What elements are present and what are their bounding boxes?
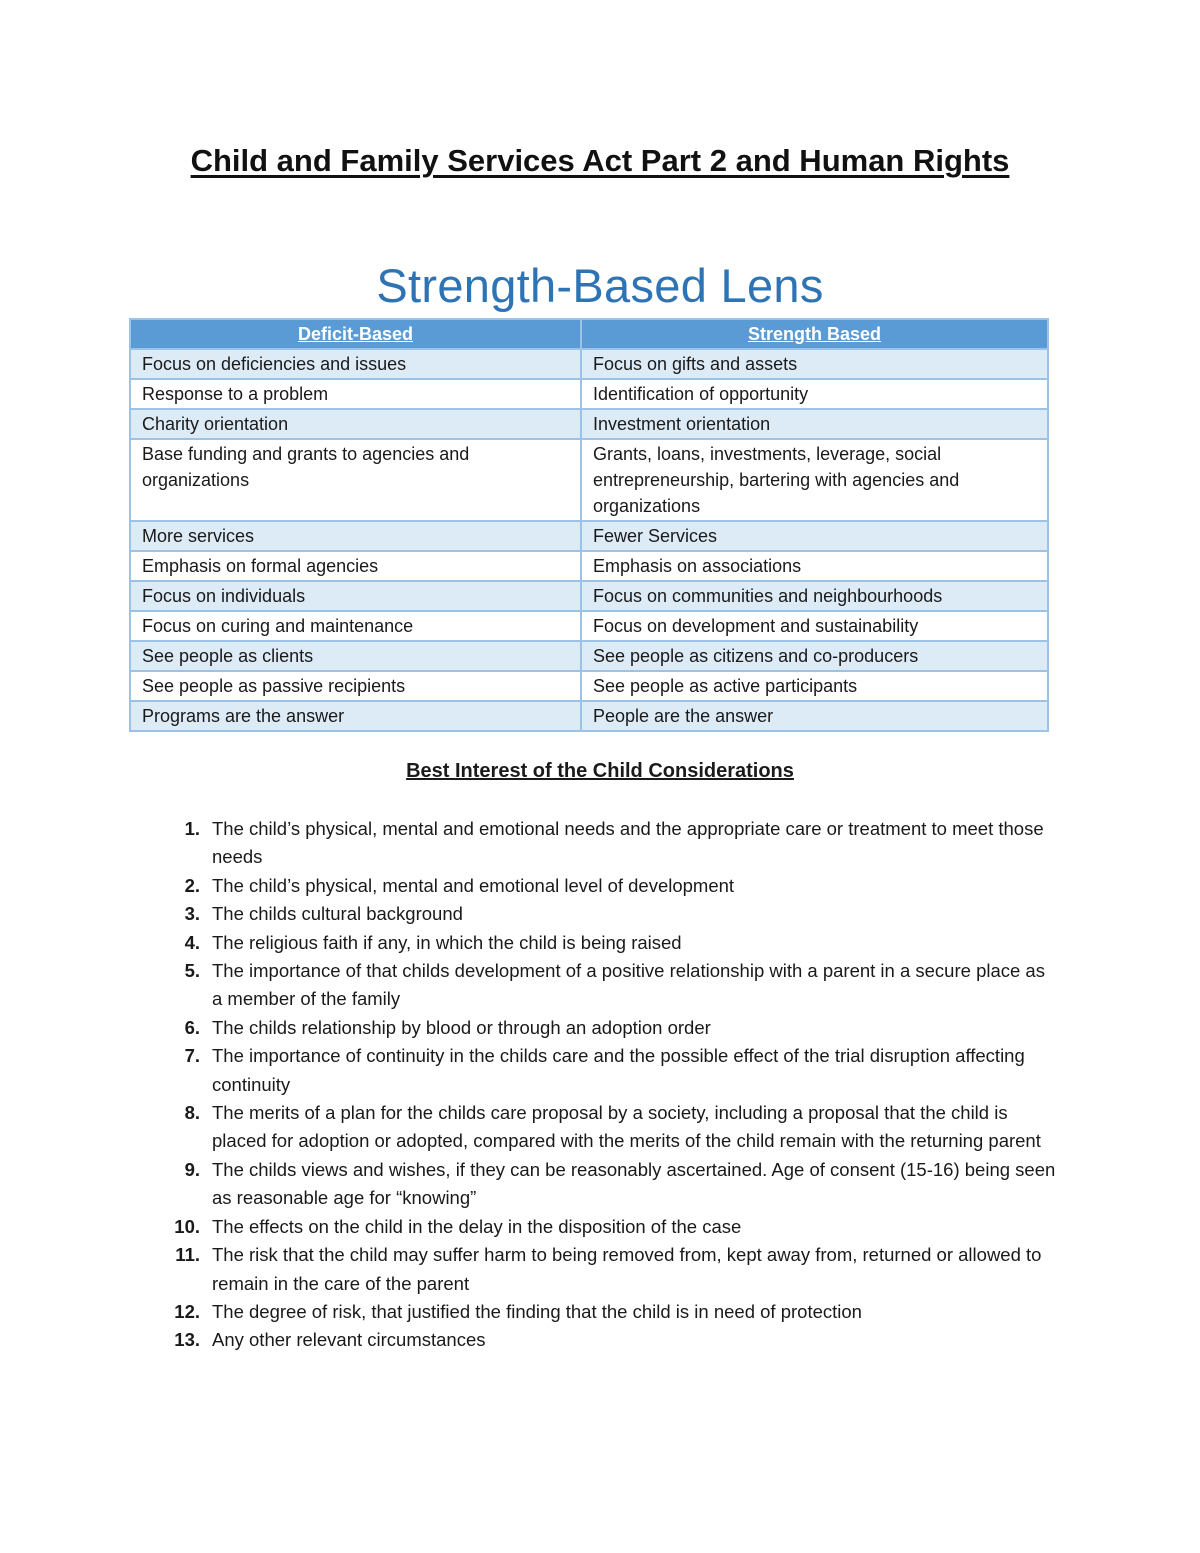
list-item-number: 1.	[184, 818, 200, 839]
list-item-number: 11.	[175, 1244, 200, 1266]
document-title: Child and Family Services Act Part 2 and Human Rights	[190, 143, 1010, 178]
strength-cell: See people as citizens and co-producers	[581, 641, 1048, 671]
list-item-number: 7.	[184, 1045, 200, 1067]
deficit-cell: Base funding and grants to agencies and organizations	[130, 439, 581, 521]
list-item-text: The childs cultural background	[212, 903, 463, 925]
list-item	[170, 1213, 1060, 1241]
list-item-number: 12.	[174, 1300, 200, 1322]
list-item-number: 6.	[184, 1016, 200, 1038]
list-item	[170, 1298, 1060, 1326]
list-item	[170, 872, 1060, 900]
list-item-text: The religious faith if any, in which the child is being raised	[212, 931, 682, 953]
best-interest-title: Best Interest of the Child Considerations	[406, 760, 794, 782]
strength-cell: Focus on communities and neighbourhoods	[581, 581, 1048, 611]
header-deficit-based: Deficit-Based	[130, 319, 581, 349]
strength-cell: Grants, loans, investments, leverage, social entrepreneurship, bartering with agencies and organizations	[581, 439, 1048, 521]
deficit-cell: Charity orientation	[130, 409, 581, 439]
list-item-number: 2.	[184, 874, 200, 896]
table-row	[130, 581, 1048, 611]
table-row	[130, 701, 1048, 731]
list-item	[170, 1326, 1060, 1354]
table-row	[130, 641, 1048, 671]
deficit-cell: Programs are the answer	[130, 701, 581, 731]
deficit-cell: Focus on deficiencies and issues	[130, 349, 581, 379]
list-item-number: 4.	[184, 931, 200, 953]
strength-cell: Focus on gifts and assets	[581, 349, 1048, 379]
deficit-cell: Focus on individuals	[130, 581, 581, 611]
deficit-cell: Focus on curing and maintenance	[130, 611, 581, 641]
list-item-text: The child’s physical, mental and emotional level of development	[212, 874, 735, 896]
list-item-number: 9.	[184, 1158, 200, 1180]
list-item-number: 3.	[184, 903, 200, 925]
list-item	[170, 1099, 1060, 1156]
list-item	[170, 1014, 1060, 1042]
best-interest-list	[170, 815, 1060, 1355]
list-item-text: The importance of that childs development of a positive relationship with a parent in a secure place as a member of the family	[212, 960, 1045, 1010]
list-item-text: The childs relationship by blood or through an adoption order	[212, 1016, 711, 1038]
deficit-cell: More services	[130, 521, 581, 551]
list-item-number: 10.	[174, 1215, 200, 1237]
list-item	[170, 957, 1060, 1014]
strength-cell: Fewer Services	[581, 521, 1048, 551]
deficit-cell: Emphasis on formal agencies	[130, 551, 581, 581]
header-strength-based: Strength Based	[581, 319, 1048, 349]
list-item-text: Any other relevant circumstances	[212, 1329, 486, 1351]
table-row	[130, 349, 1048, 379]
table-header-row	[130, 319, 1048, 349]
list-item-text: The importance of continuity in the childs care and the possible effect of the trial disruption affecting continuity	[212, 1045, 1025, 1095]
list-item	[170, 900, 1060, 928]
deficit-cell: See people as passive recipients	[130, 671, 581, 701]
table-row	[130, 409, 1048, 439]
table-row	[130, 611, 1048, 641]
deficit-cell: Response to a problem	[130, 379, 581, 409]
list-item	[170, 1042, 1060, 1099]
strength-based-lens-table	[129, 318, 1049, 732]
table-row	[130, 551, 1048, 581]
table-row	[130, 379, 1048, 409]
list-item-number: 5.	[184, 960, 200, 982]
list-item-text: The effects on the child in the delay in the disposition of the case	[212, 1215, 742, 1237]
table-row	[130, 671, 1048, 701]
list-item-text: The child’s physical, mental and emotional needs and the appropriate care or treatment to meet those needs	[212, 818, 1044, 868]
table-row	[130, 439, 1048, 521]
list-item-number: 8.	[184, 1102, 200, 1124]
list-item	[170, 929, 1060, 957]
list-item-text: The childs views and wishes, if they can be reasonably ascertained. Age of consent (15-16) being seen as reasonable age for “knowing”	[212, 1158, 1056, 1209]
strength-cell: People are the answer	[581, 701, 1048, 731]
table-row	[130, 521, 1048, 551]
list-item	[170, 815, 1060, 872]
deficit-cell: See people as clients	[130, 641, 581, 671]
list-item-number: 13.	[174, 1329, 200, 1351]
list-item	[170, 1156, 1060, 1213]
lens-title: Strength-Based Lens	[376, 259, 824, 312]
list-item-text: The merits of a plan for the childs care proposal by a society, including a proposal that the child is placed for adoption or adopted, compared with the merits of the child remain with the returning parent	[212, 1102, 1041, 1152]
list-item-text: The risk that the child may suffer harm to being removed from, kept away from, returned or allowed to remain in the care of the parent	[212, 1244, 1042, 1294]
strength-cell: Identification of opportunity	[581, 379, 1048, 409]
list-item-text: The degree of risk, that justified the finding that the child is in need of protection	[212, 1300, 862, 1322]
strength-cell: Emphasis on associations	[581, 551, 1048, 581]
list-item	[170, 1241, 1060, 1298]
strength-cell: Investment orientation	[581, 409, 1048, 439]
strength-cell: See people as active participants	[581, 671, 1048, 701]
strength-cell: Focus on development and sustainability	[581, 611, 1048, 641]
